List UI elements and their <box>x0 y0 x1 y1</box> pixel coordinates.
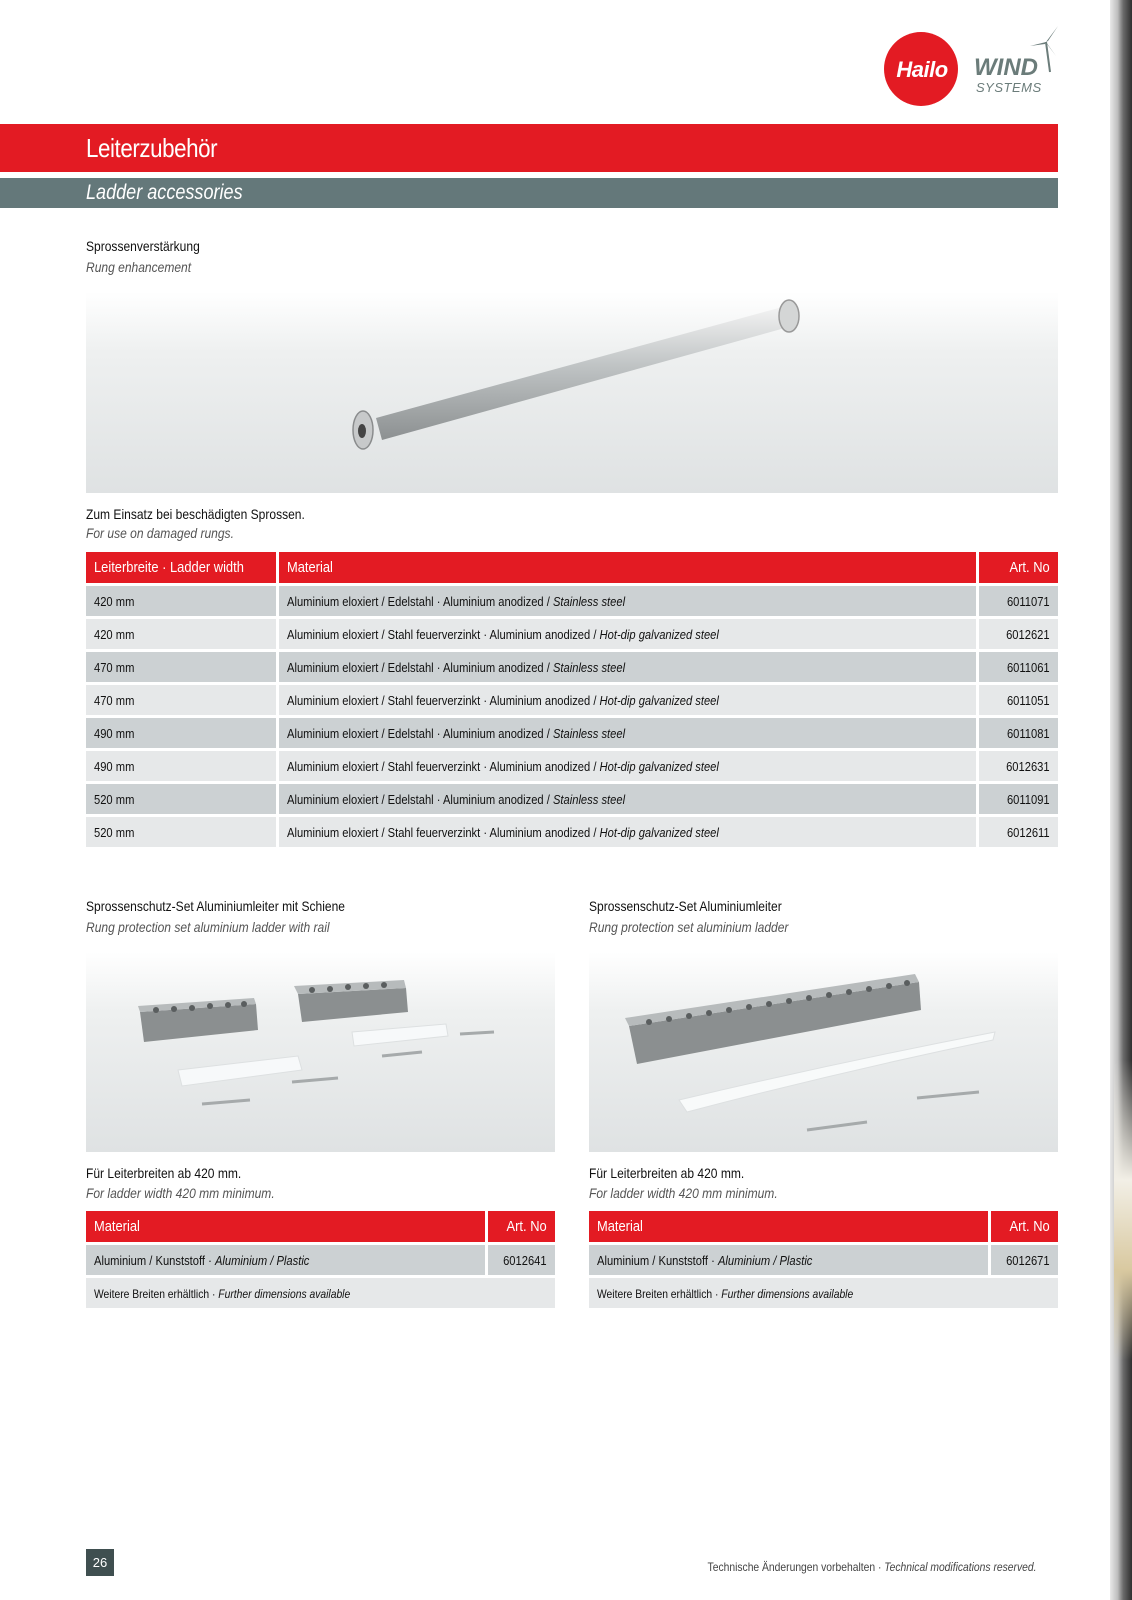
page-number: 26 <box>86 1549 114 1576</box>
table-row <box>86 817 1058 847</box>
width-cell: 420 mm <box>86 586 276 616</box>
table-header-row <box>589 1211 1058 1242</box>
column-header-art-no: Art. No <box>976 552 1058 583</box>
column-header-width: Leiterbreite · Ladder width <box>86 552 276 583</box>
table-row <box>86 718 1058 748</box>
table-row <box>86 784 1058 814</box>
rung-bar-illustration <box>86 292 1058 493</box>
width-cell: 520 mm <box>86 817 276 847</box>
side-photo-highlight <box>1114 1060 1132 1360</box>
column-header-material: Material <box>86 1211 485 1242</box>
art-no-cell: 6012611 <box>976 817 1058 847</box>
rung-set-subtitle: Rung protection set aluminium ladder <box>589 919 789 935</box>
rung-set-rail-usage-en: For ladder width 420 mm minimum. <box>86 1185 275 1201</box>
rung-set-rail-table <box>86 1208 555 1311</box>
art-no-cell: 6011061 <box>976 652 1058 682</box>
rung-enhancement-subtitle: Rung enhancement <box>86 259 192 275</box>
rung-set-table <box>589 1208 1058 1311</box>
material-cell: Aluminium eloxiert / Edelstahl · Aluminium anodized / Stainless steel <box>276 586 976 616</box>
rung-set-usage: Für Leiterbreiten ab 420 mm. <box>589 1165 745 1181</box>
rung-enhancement-title: Sprossenverstärkung <box>86 238 200 254</box>
column-header-material: Material <box>276 552 976 583</box>
title-band <box>0 124 1058 172</box>
table-row <box>86 652 1058 682</box>
art-no-cell: 6011081 <box>976 718 1058 748</box>
material-cell: Aluminium / Kunststoff · Aluminium / Plastic <box>86 1245 485 1275</box>
rung-set-rail-title: Sprossenschutz-Set Aluminiumleiter mit Schiene <box>86 898 345 914</box>
rung-enhancement-usage: Zum Einsatz bei beschädigten Sprossen. <box>86 506 305 522</box>
width-cell: 470 mm <box>86 685 276 715</box>
art-no-cell: 6012671 <box>988 1245 1058 1275</box>
table-row <box>86 619 1058 649</box>
rung-set-usage-en: For ladder width 420 mm minimum. <box>589 1185 778 1201</box>
art-no-cell: 6012621 <box>976 619 1058 649</box>
width-cell: 470 mm <box>86 652 276 682</box>
art-no-cell: 6011071 <box>976 586 1058 616</box>
hailo-wordmark: Hailo <box>896 57 948 82</box>
subtitle-band <box>0 178 1058 208</box>
width-cell: 490 mm <box>86 718 276 748</box>
note-cell: Weitere Breiten erhältlich · Further dimensions available <box>589 1278 1058 1308</box>
footer-notice: Technische Änderungen vorbehalten · Technical modifications reserved. <box>707 1560 1036 1574</box>
column-header-material: Material <box>589 1211 988 1242</box>
rung-set-rail-subtitle: Rung protection set aluminium ladder with rail <box>86 919 330 935</box>
systems-wordmark: SYSTEMS <box>976 80 1042 95</box>
material-cell: Aluminium eloxiert / Stahl feuerverzinkt · Aluminium anodized / Hot-dip galvanized steel <box>276 751 976 781</box>
material-cell: Aluminium eloxiert / Edelstahl · Aluminium anodized / Stainless steel <box>276 652 976 682</box>
material-cell: Aluminium eloxiert / Edelstahl · Aluminium anodized / Stainless steel <box>276 784 976 814</box>
rung-set-title: Sprossenschutz-Set Aluminiumleiter <box>589 898 782 914</box>
rung-set-image <box>589 952 1058 1152</box>
art-no-cell: 6011091 <box>976 784 1058 814</box>
rung-set-rail-usage: Für Leiterbreiten ab 420 mm. <box>86 1165 242 1181</box>
art-no-cell: 6012641 <box>485 1245 555 1275</box>
note-cell: Weitere Breiten erhältlich · Further dimensions available <box>86 1278 555 1308</box>
column-header-art-no: Art. No <box>485 1211 555 1242</box>
side-photo-strip <box>1110 0 1132 1600</box>
table-row <box>86 751 1058 781</box>
wind-wordmark: WIND <box>974 54 1038 81</box>
table-header-row <box>86 552 1058 583</box>
page-subtitle: Ladder accessories <box>86 181 243 204</box>
rung-set-illustration <box>589 952 1058 1152</box>
material-cell: Aluminium eloxiert / Edelstahl · Aluminium anodized / Stainless steel <box>276 718 976 748</box>
brand-logo[interactable] <box>884 24 1064 108</box>
material-cell: Aluminium / Kunststoff · Aluminium / Plastic <box>589 1245 988 1275</box>
material-cell: Aluminium eloxiert / Stahl feuerverzinkt · Aluminium anodized / Hot-dip galvanized steel <box>276 619 976 649</box>
page-title: Leiterzubehör <box>86 133 218 163</box>
width-cell: 420 mm <box>86 619 276 649</box>
table-row <box>86 685 1058 715</box>
column-header-art-no: Art. No <box>988 1211 1058 1242</box>
width-cell: 520 mm <box>86 784 276 814</box>
art-no-cell: 6012631 <box>976 751 1058 781</box>
table-row <box>86 586 1058 616</box>
rung-set-rail-image <box>86 952 555 1152</box>
material-cell: Aluminium eloxiert / Stahl feuerverzinkt · Aluminium anodized / Hot-dip galvanized steel <box>276 817 976 847</box>
width-cell: 490 mm <box>86 751 276 781</box>
table-note-row <box>86 1278 555 1308</box>
rung-enhancement-table <box>86 549 1058 850</box>
table-row <box>86 1245 555 1275</box>
rung-enhancement-image <box>86 292 1058 493</box>
table-row <box>589 1245 1058 1275</box>
table-note-row <box>589 1278 1058 1308</box>
material-cell: Aluminium eloxiert / Stahl feuerverzinkt · Aluminium anodized / Hot-dip galvanized steel <box>276 685 976 715</box>
table-header-row <box>86 1211 555 1242</box>
art-no-cell: 6011051 <box>976 685 1058 715</box>
rung-enhancement-usage-en: For use on damaged rungs. <box>86 525 234 541</box>
rung-set-rail-illustration <box>86 952 555 1152</box>
